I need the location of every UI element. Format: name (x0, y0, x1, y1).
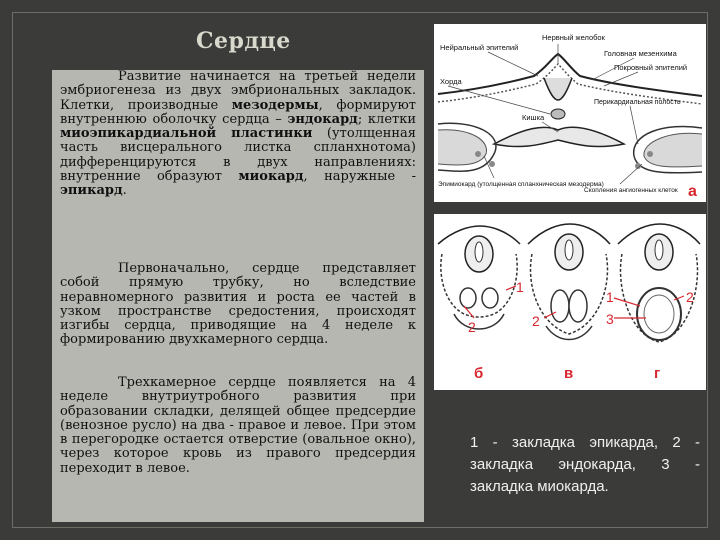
paragraph-three-chamber (60, 376, 416, 476)
leader-chorda (448, 86, 550, 114)
label-angiogenic-cluster: Скопления ангиогенных клеток (584, 187, 678, 194)
term-epicardium: эпикард (60, 183, 123, 199)
label-v-2: 2 (532, 313, 540, 329)
panel-letter-b: б (474, 365, 484, 382)
paragraph-development (60, 70, 416, 199)
angiogenic-cell-2 (489, 161, 495, 167)
label-b-2: 2 (468, 319, 476, 335)
covering-epithelium-line (438, 54, 702, 96)
p1-text-d: ; клетки (357, 111, 416, 127)
leader-epimyocardium (484, 156, 494, 178)
label-b-1: 1 (516, 279, 524, 295)
figure-a-letter: а (688, 183, 697, 200)
label-g-1: 1 (606, 289, 614, 305)
figure-a-embryo-section (434, 24, 706, 202)
label-g-3: 3 (606, 311, 614, 327)
figure-a-drawing (434, 24, 706, 202)
term-mesoderm: мезодермы (231, 97, 319, 113)
p1-text-e: (утолщенная часть висцерального листка спланхнотома) дифференцируются в двух направлениях: внутренние образуют (60, 126, 416, 185)
label-mesenchyme: Головная мезенхима (604, 49, 677, 58)
stage-g-embryo (618, 224, 700, 342)
leader-g-1 (614, 298, 640, 306)
left-epimyocardium (438, 130, 487, 165)
p1-text-c: , формируют внутреннюю оболочку сердца – (60, 97, 416, 127)
leader-pericardial (630, 106, 638, 144)
p1-text-f: , наружные - (303, 169, 416, 185)
label-neural-epithelium: Нейральный эпителий (440, 43, 519, 52)
label-covering-epithelium: Покровный эпителий (614, 63, 688, 72)
label-g-2: 2 (686, 289, 694, 305)
label-gut: Кишка (522, 113, 545, 122)
figure-stages-drawing (434, 214, 706, 390)
panel-letter-v: в (564, 365, 574, 382)
stage-b-embryo (438, 226, 520, 329)
label-chorda: Хорда (440, 77, 462, 86)
stage-v-embryo (528, 224, 610, 340)
p2-text: Первоначально, сердце представляет собой прямую трубку, но вследствие неравномерного развития и роста ее частей в узком пространстве средостения, происходят изгибы сердца, приводящие на 4 неделе к формированию двухкамерного сердца. (60, 261, 416, 348)
leader-neural-epithelium (488, 52, 538, 76)
angiogenic-cell-1 (475, 151, 481, 157)
p1-text-g: . (122, 183, 127, 199)
angiogenic-cell-3 (647, 151, 653, 157)
panel-letter-g: г (654, 365, 661, 382)
term-myoepicardial-plate: миоэпикардиальной пластинки (60, 126, 313, 142)
p1-text-a: Развитие начинается на третьей недели эмбриогенеза из двух эмбриональных закладок. Клетки, производные (60, 69, 416, 113)
gut-shape (494, 127, 624, 146)
right-epimyocardium (644, 133, 702, 167)
leader-angiogenic (620, 164, 642, 184)
neural-groove-shape (544, 78, 572, 100)
label-pericardial-cavity: Перикардиальная полость (594, 99, 681, 106)
figure-caption: 1 - закладка эпикарда, 2 - закладка эндокарда, 3 - закладка миокарда. (470, 434, 700, 495)
term-endocardium: эндокард (287, 111, 358, 127)
label-neural-groove: Нервный желобок (542, 33, 605, 42)
term-myocardium: миокард (238, 169, 304, 185)
chorda-shape (551, 109, 565, 119)
paragraph-heart-tube (60, 262, 416, 348)
p3-text: Трехкамерное сердце появляется на 4 неделе внутриутробного развития при образовании складки, делящей общее предсердие (венозное русло) на два - правое и левое. При этом в перегородке остается отверстие (овальное окно), через которое кровь из правого предсердия переходит в левое. (60, 375, 416, 476)
figure-heart-stages (434, 214, 706, 390)
label-epimyocardium: Эпимиокард (утолщенная спланхническая мезодерма) (438, 181, 604, 188)
slide-title: Сердце (196, 28, 291, 54)
